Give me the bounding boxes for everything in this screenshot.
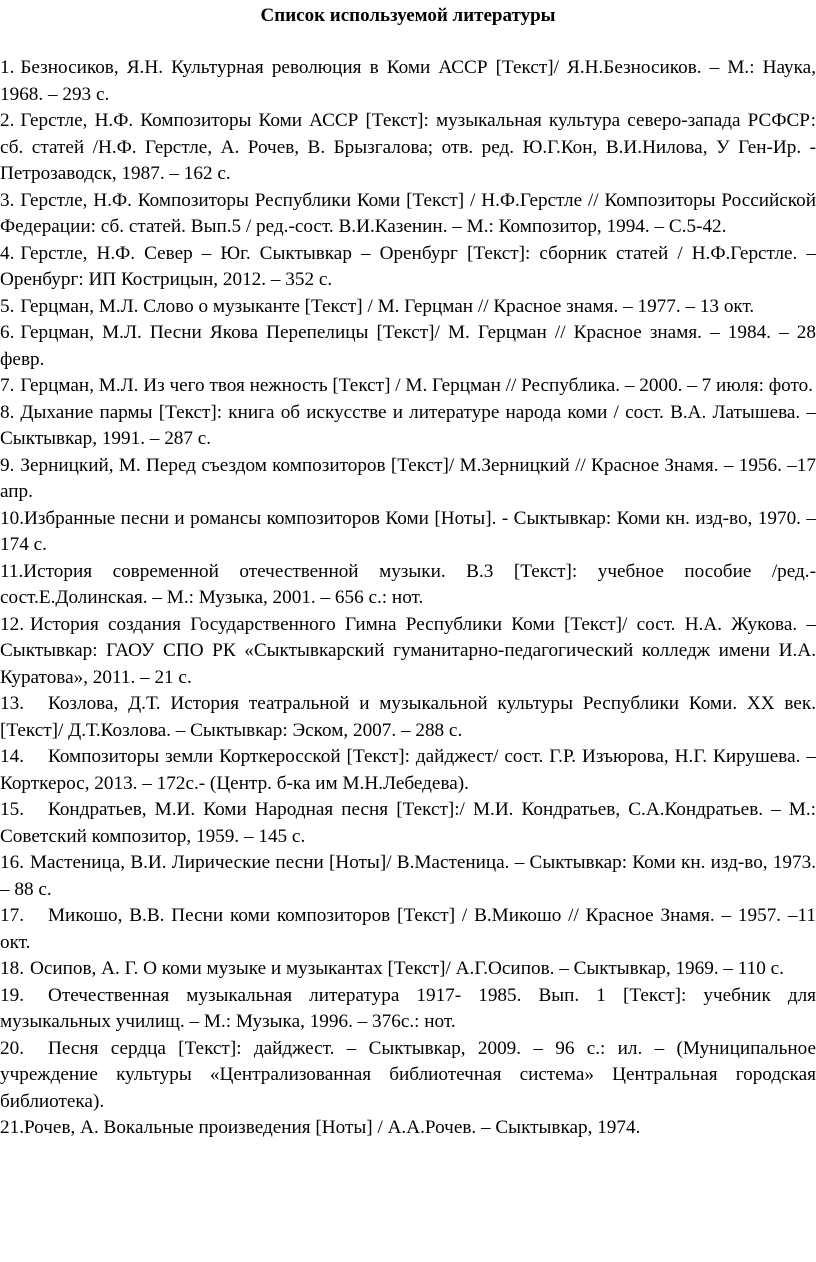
entry-text: Козлова, Д.Т. История театральной и музыкальной культуры Республики Коми. XX век. [Текст]/ Д.Т.Козлова. – Сыктывкар: Эском, 2007. – 288 с. — [0, 693, 816, 741]
entry-text: Мастеница, В.И. Лирические песни [Ноты]/ В.Мастеница. – Сыктывкар: Коми кн. изд-во, 1973. – 88 с. — [0, 852, 816, 900]
entry-number: 9. — [0, 454, 15, 476]
bibliography-entry — [0, 903, 816, 956]
bibliography-entry — [0, 373, 816, 400]
entry-text: Рочев, А. Вокальные произведения [Ноты] / А.А.Рочев. – Сыктывкар, 1974. — [23, 1117, 641, 1138]
bibliography-entry — [0, 1036, 816, 1116]
entry-text: Герцман, М.Л. Слово о музыканте [Текст] / М. Герцман // Красное знамя. – 1977. – 13 окт. — [20, 295, 755, 317]
entry-number: 7. — [0, 375, 15, 396]
entry-number: 21. — [0, 1117, 24, 1138]
entry-text: Герцман, М.Л. Песни Якова Перепелицы [Текст]/ М. Герцман // Красное знамя. – 1984. – 28 февр. — [0, 322, 816, 370]
bibliography-entry — [0, 744, 816, 797]
bibliography-list — [0, 55, 816, 1142]
bibliography-entry — [0, 400, 816, 453]
entry-text: История современной отечественной музыки. В.3 [Текст]: учебное пособие /ред.-сост.Е.Долинская. – М.: Музыка, 2001. – 656 с.: нот. — [0, 560, 816, 608]
entry-text: Дыхание пармы [Текст]: книга об искусстве и литературе народа коми / сост. В.А. Латышева. – Сыктывкар, 1991. – 287 с. — [0, 401, 816, 449]
bibliography-entry — [0, 55, 816, 108]
bibliography-entry — [0, 506, 816, 559]
entry-text: Кондратьев, М.И. Коми Народная песня [Текст]:/ М.И. Кондратьев, С.А.Кондратьев. – М.: Советский композитор, 1959. – 145 с. — [0, 799, 816, 847]
entry-number: 4. — [0, 242, 15, 264]
entry-number: 13. — [0, 693, 24, 714]
entry-number: 14. — [0, 746, 24, 767]
entry-text: Зерницкий, М. Перед съездом композиторов [Текст]/ М.Зерницкий // Красное Знамя. – 1956. –17 апр. — [0, 454, 816, 502]
entry-number: 6. — [0, 322, 15, 343]
entry-text: Безносиков, Я.Н. Культурная революция в Коми АССР [Текст]/ Я.Н.Безносиков. – М.: Наука, 1968. – 293 с. — [0, 57, 816, 105]
entry-number: 10. — [0, 507, 24, 529]
entry-text: Отечественная музыкальная литература 1917- 1985. Вып. 1 [Текст]: учебник для музыкальных училищ. – М.: Музыка, 1996. – 376с.: нот. — [0, 984, 816, 1032]
bibliography-entry — [0, 612, 816, 692]
bibliography-entry — [0, 1115, 816, 1142]
entry-number: 16. — [0, 852, 24, 873]
bibliography-entry — [0, 850, 816, 903]
entry-text: Герстле, Н.Ф. Композиторы Коми АССР [Текст]: музыкальная культура северо-запада РСФСР: сб. статей /Н.Ф. Герстле, А. Рочев, В. Брызгалова; отв. ред. Ю.Г.Кон, В.И.Нилова, У Ген-Ир. - Петрозаводск, 1987. – 162 с. — [0, 110, 816, 184]
entry-number: 17. — [0, 905, 24, 926]
entry-text: Герстле, Н.Ф. Север – Юг. Сыктывкар – Оренбург [Текст]: сборник статей / Н.Ф.Герстле. – Оренбург: ИП Кострицын, 2012. – 352 с. — [0, 242, 816, 290]
entry-text: Композиторы земли Корткеросской [Текст]: дайджест/ сост. Г.Р. Изъюрова, Н.Г. Кирушева. – Корткерос, 2013. – 172с.- (Центр. б-ка им М.Н.Лебедева). — [0, 746, 816, 794]
entry-number: 18. — [0, 958, 24, 979]
bibliography-entry — [0, 453, 816, 506]
entry-number: 11. — [0, 560, 24, 582]
entry-number: 1. — [0, 57, 15, 78]
entry-number: 8. — [0, 401, 15, 423]
entry-number: 20. — [0, 1037, 24, 1059]
bibliography-entry — [0, 983, 816, 1036]
entry-text: Герцман, М.Л. Из чего твоя нежность [Текст] / М. Герцман // Республика. – 2000. – 7 июля: фото. — [20, 375, 813, 396]
entry-text: Микошо, В.В. Песни коми композиторов [Текст] / В.Микошо // Красное Знамя. – 1957. –11 окт. — [0, 905, 816, 953]
bibliography-entry — [0, 691, 816, 744]
entry-number: 19. — [0, 984, 24, 1006]
bibliography-entry — [0, 108, 816, 188]
bibliography-entry — [0, 188, 816, 241]
entry-number: 5. — [0, 295, 15, 317]
bibliography-entry — [0, 559, 816, 612]
entry-text: История создания Государственного Гимна Республики Коми [Текст]/ сост. Н.А. Жукова. – Сыктывкар: ГАОУ СПО РК «Сыктывкарский гуманитарно-педагогический колледж имени И.А. Куратова», 2011. – 21 с. — [0, 613, 816, 688]
entry-number: 2. — [0, 110, 15, 131]
bibliography-entry — [0, 294, 816, 321]
entry-text: Герстле, Н.Ф. Композиторы Республики Коми [Текст] / Н.Ф.Герстле // Композиторы Российской Федерации: сб. статей. Вып.5 / ред.-сост. В.И.Казенин. – М.: Композитор, 1994. – С.5-42. — [0, 189, 816, 237]
entry-text: Избранные песни и романсы композиторов Коми [Ноты]. - Сыктывкар: Коми кн. изд-во, 1970. –174 с. — [0, 507, 816, 555]
entry-text: Песня сердца [Текст]: дайджест. – Сыктывкар, 2009. – 96 с.: ил. – (Муниципальное учреждение культуры «Централизованная библиотечная система» Центральная городская библиотека). — [0, 1037, 816, 1112]
bibliography-entry — [0, 956, 816, 983]
entry-text: Осипов, А. Г. О коми музыке и музыкантах [Текст]/ А.Г.Осипов. – Сыктывкар, 1969. – 110 с. — [29, 958, 784, 979]
entry-number: 15. — [0, 799, 24, 820]
bibliography-entry — [0, 320, 816, 373]
bibliography-entry — [0, 241, 816, 294]
page-title: Список используемой литературы — [260, 5, 556, 26]
entry-number: 12. — [0, 613, 24, 635]
entry-number: 3. — [0, 189, 15, 211]
bibliography-entry — [0, 797, 816, 850]
